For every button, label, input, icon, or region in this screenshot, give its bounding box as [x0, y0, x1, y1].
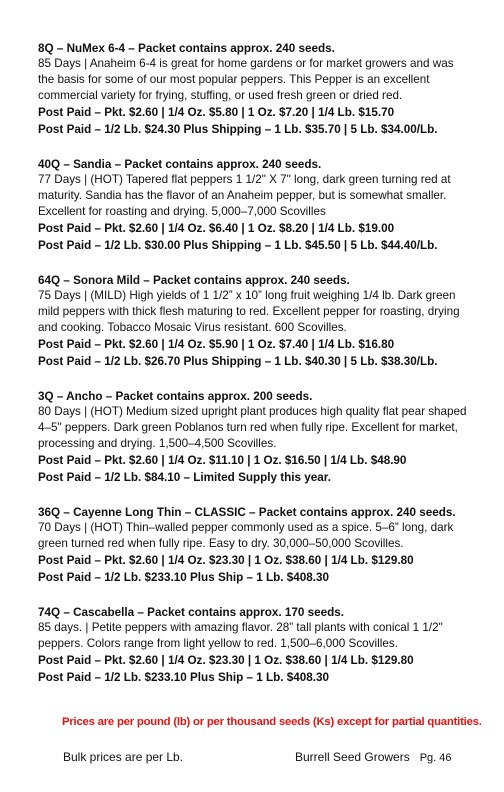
pricing-notice: Prices are per pound (lb) or per thousand seeds (Ks) except for partial quantities.: [62, 716, 482, 728]
company-name: Burrell Seed Growers: [295, 750, 410, 764]
product-description: 70 Days | (HOT) Thin–walled pepper commonly used as a spice. 5–6” long, dark green turned red when fully ripe. Easy to dry. 30,000–50,000 Scovilles.: [38, 521, 454, 550]
product-title: 64Q – Sonora Mild – Packet contains approx. 240 seeds.: [38, 274, 350, 287]
price-line: Post Paid – 1/2 Lb. $233.10 Plus Ship – 1 Lb. $408.30: [38, 571, 330, 584]
product-title: 3Q – Ancho – Packet contains approx. 200 seeds.: [38, 390, 313, 403]
product-description: 77 Days | (HOT) Tapered flat peppers 1 1/2" X 7" long, dark green turning red at maturity. Sandia has the flavor of an Anaheim pepper, but is somewhat smaller. Excellent for roasting and drying. 5,000–7,000 Scovilles: [38, 173, 451, 218]
price-line: Post Paid – Pkt. $2.60 | 1/4 Oz. $6.40 | 1 Oz. $8.20 | 1/4 Lb. $19.00: [38, 222, 395, 235]
footer-company: [295, 750, 452, 764]
product-title: 8Q – NuMex 6-4 – Packet contains approx. 240 seeds.: [38, 42, 335, 55]
price-line: Post Paid – Pkt. $2.60 | 1/4 Oz. $23.30 | 1 Oz. $38.60 | 1/4 Lb. $129.80: [38, 554, 414, 567]
product-entry: [38, 505, 468, 586]
price-line: Post Paid – 1/2 Lb. $24.30 Plus Shipping – 1 Lb. $35.70 | 5 Lb. $34.00/Lb.: [38, 123, 438, 136]
price-line: Post Paid – Pkt. $2.60 | 1/4 Oz. $11.10 | 1 Oz. $16.50 | 1/4 Lb. $48.90: [38, 454, 407, 467]
product-description: 85 Days | Anaheim 6-4 is great for home gardens or for market growers and was the basis for some of our most popular peppers. This Pepper is an excellent commercial variety for frying, stuffing, or used fresh green or dried red.: [38, 57, 454, 102]
product-entry: [38, 389, 468, 486]
product-title: 40Q – Sandia – Packet contains approx. 240 seeds.: [38, 158, 322, 171]
price-line: Post Paid – 1/2 Lb. $84.10 – Limited Supply this year.: [38, 471, 331, 484]
footer-bulk-note: Bulk prices are per Lb.: [63, 750, 184, 764]
product-entry: [38, 273, 468, 370]
product-description: 85 days. | Petite peppers with amazing flavor. 28” tall plants with conical 1 1/2" peppers. Colors range from light yellow to red. 1,500–6,000 Scovilles.: [38, 621, 443, 650]
price-line: Post Paid – 1/2 Lb. $26.70 Plus Shipping – 1 Lb. $40.30 | 5 Lb. $38.30/Lb.: [38, 355, 438, 368]
product-description: 75 Days | (MILD) High yields of 1 1/2” x 10” long fruit weighing 1/4 lb. Dark green mild peppers with thick flesh maturing to red. Excellent pepper for roasting, drying and cooking. Tobacco Mosaic Virus resistant. 600 Scovilles.: [38, 289, 460, 334]
price-line: Post Paid – Pkt. $2.60 | 1/4 Oz. $23.30 | 1 Oz. $38.60 | 1/4 Lb. $129.80: [38, 654, 414, 667]
product-title: 36Q – Cayenne Long Thin – CLASSIC – Packet contains approx. 240 seeds.: [38, 506, 456, 519]
product-entry: [38, 41, 468, 138]
page-number: Pg. 46: [419, 752, 452, 764]
product-entry: [38, 157, 468, 254]
product-entry: [38, 605, 468, 686]
price-line: Post Paid – 1/2 Lb. $30.00 Plus Shipping – 1 Lb. $45.50 | 5 Lb. $44.40/Lb.: [38, 239, 438, 252]
catalog-page: [38, 41, 468, 705]
price-line: Post Paid – 1/2 Lb. $233.10 Plus Ship – 1 Lb. $408.30: [38, 671, 330, 684]
price-line: Post Paid – Pkt. $2.60 | 1/4 Oz. $5.80 | 1 Oz. $7.20 | 1/4 Lb. $15.70: [38, 106, 395, 119]
product-title: 74Q – Cascabella – Packet contains approx. 170 seeds.: [38, 606, 344, 619]
product-description: 80 Days | (HOT) Medium sized upright plant produces high quality flat pear shaped 4–5" peppers. Dark green Poblanos turn red when fully ripe. Excellent for market, processing and drying. 1,500–4,500 Scovilles.: [38, 405, 467, 450]
price-line: Post Paid – Pkt. $2.60 | 1/4 Oz. $5.90 | 1 Oz. $7.40 | 1/4 Lb. $16.80: [38, 338, 395, 351]
